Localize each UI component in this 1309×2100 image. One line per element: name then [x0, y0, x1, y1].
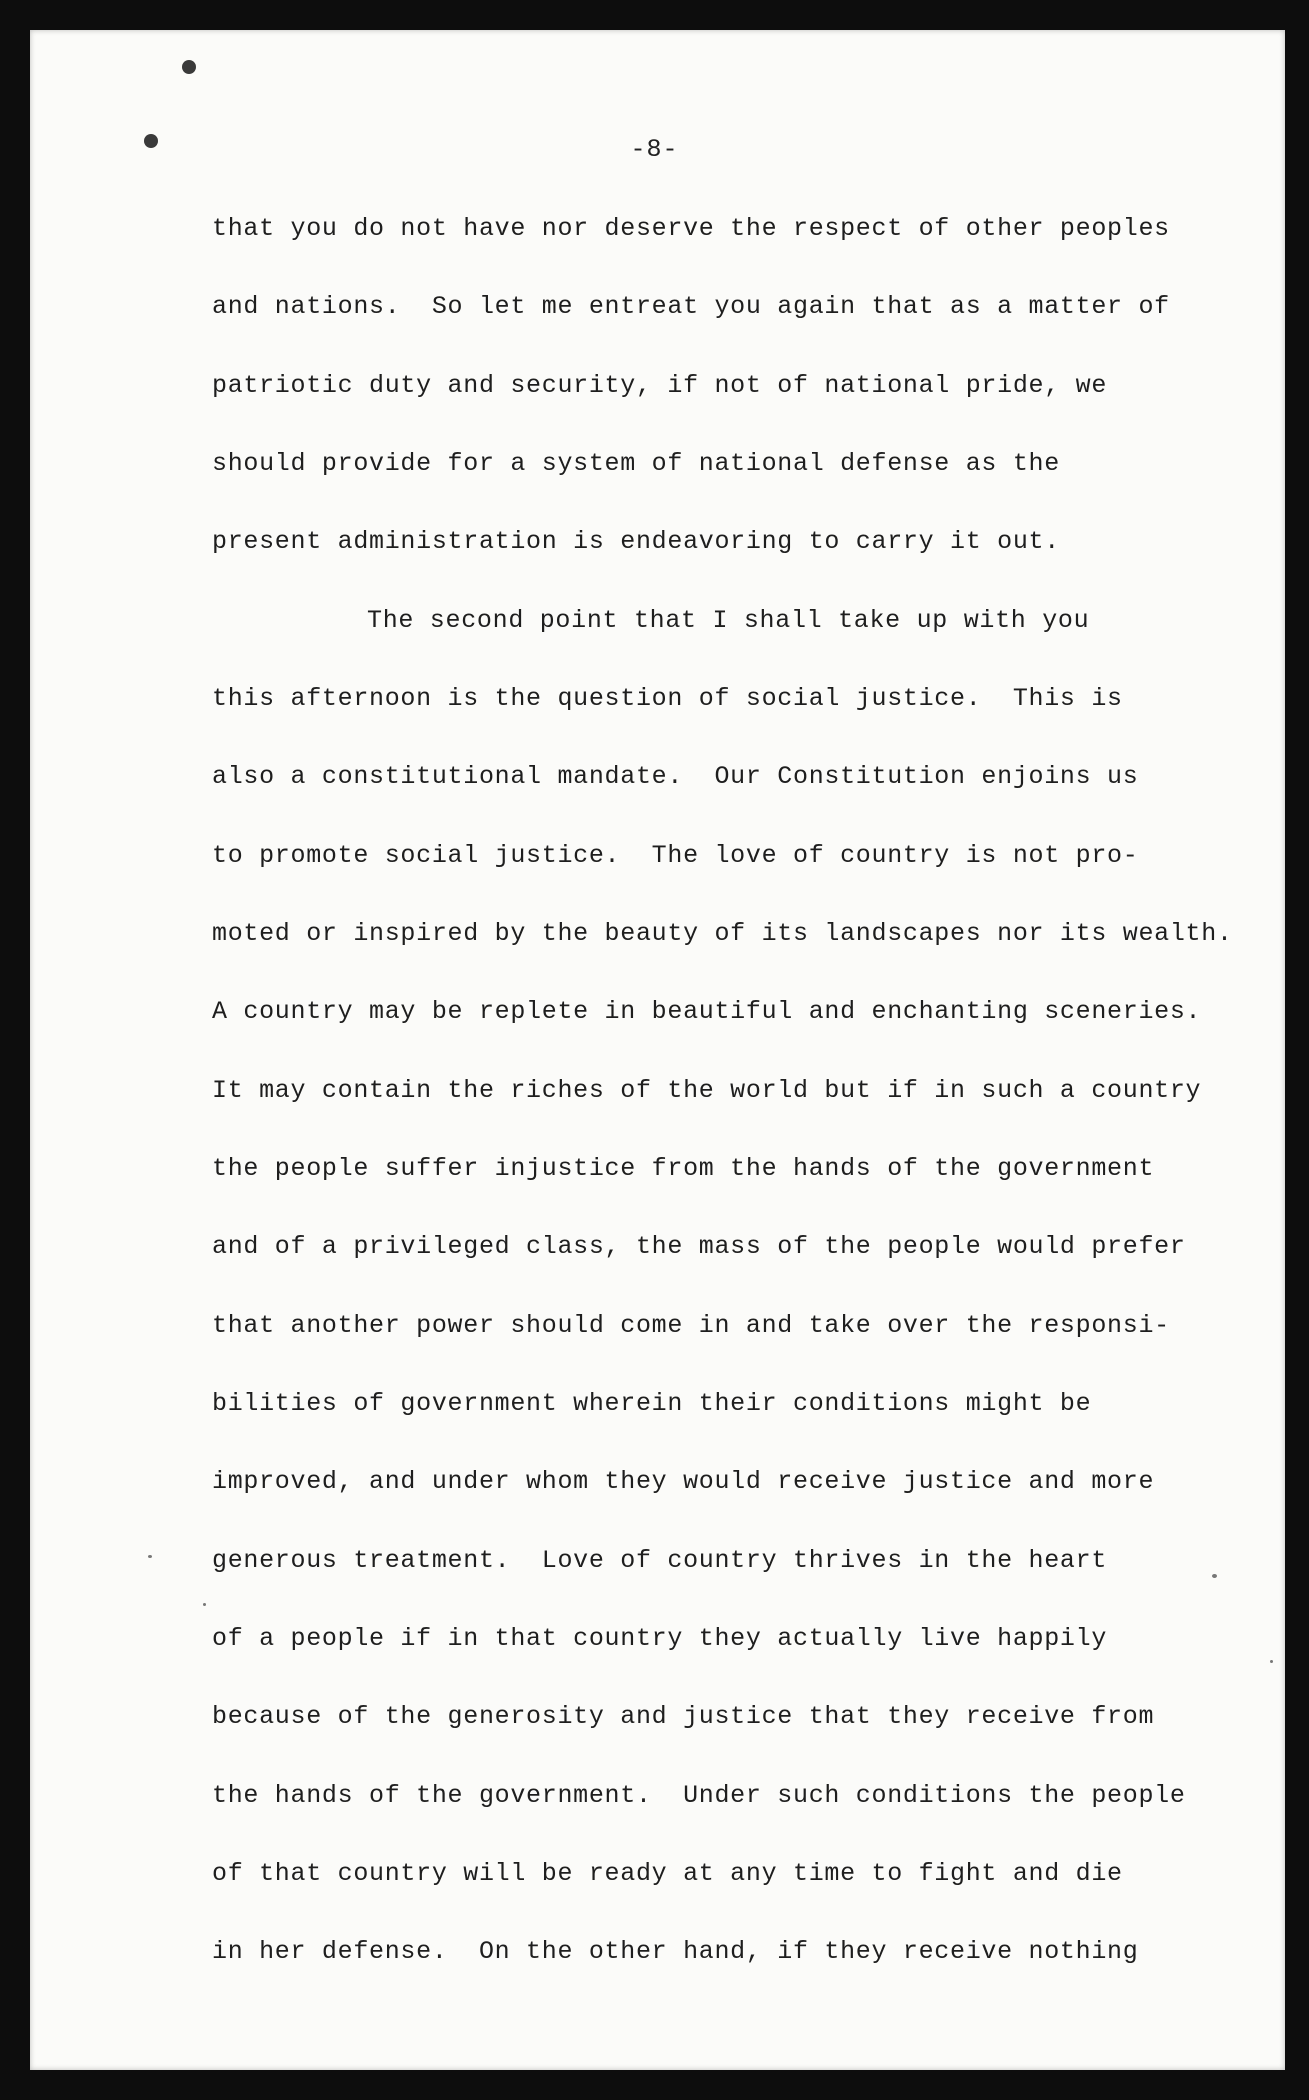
text-line: moted or inspired by the beauty of its landscapes nor its wealth. — [212, 919, 1233, 948]
paragraph-first-line: The second point that I shall take up with you — [367, 606, 1090, 635]
text-line: that you do not have nor deserve the respect of other peoples — [212, 214, 1170, 243]
text-line: the people suffer injustice from the hands of the government — [212, 1154, 1155, 1183]
text-line: because of the generosity and justice that they receive from — [212, 1702, 1155, 1731]
text-line: of a people if in that country they actually live happily — [212, 1624, 1108, 1653]
text-line: of that country will be ready at any time to fight and die — [212, 1859, 1123, 1888]
text-line: to promote social justice. The love of country is not pro- — [212, 841, 1139, 870]
text-line: in her defense. On the other hand, if they receive nothing — [212, 1937, 1139, 1966]
text-line: patriotic duty and security, if not of national pride, we — [212, 371, 1108, 400]
text-line: bilities of government wherein their conditions might be — [212, 1389, 1092, 1418]
text-line: and nations. So let me entreat you again that as a matter of — [212, 292, 1170, 321]
text-line: the hands of the government. Under such conditions the people — [212, 1781, 1186, 1810]
text-line: should provide for a system of national defense as the — [212, 449, 1060, 478]
text-line: and of a privileged class, the mass of the people would prefer — [212, 1232, 1186, 1261]
text-line: that another power should come in and take over the responsi- — [212, 1311, 1170, 1340]
text-line: also a constitutional mandate. Our Constitution enjoins us — [212, 762, 1139, 791]
text-line: this afternoon is the question of social justice. This is — [212, 684, 1123, 713]
text-line: improved, and under whom they would receive justice and more — [212, 1467, 1155, 1496]
text-line: A country may be replete in beautiful and enchanting sceneries. — [212, 997, 1202, 1026]
text-line: present administration is endeavoring to carry it out. — [212, 527, 1060, 556]
text-line: generous treatment. Love of country thrives in the heart — [212, 1546, 1108, 1575]
page-number: -8- — [630, 135, 679, 164]
text-line: It may contain the riches of the world but if in such a country — [212, 1076, 1202, 1105]
